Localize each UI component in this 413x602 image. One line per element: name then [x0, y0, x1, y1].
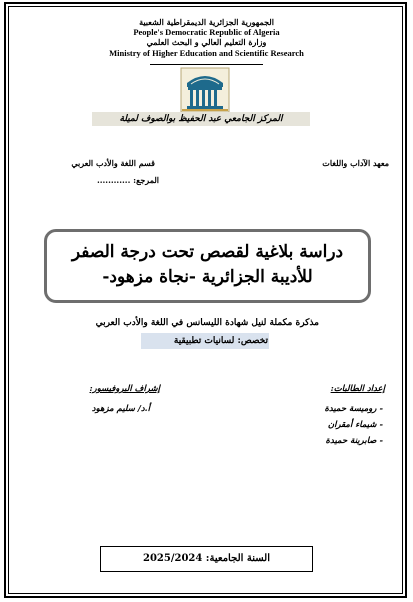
prepared-by-label: إعداد الطالبات:	[330, 384, 385, 394]
republic-arabic: الجمهورية الجزائرية الديمقراطية الشعبية	[139, 17, 274, 27]
university-center-name: المركز الجامعي عبد الحفيظ بوالصوف لميلة	[92, 112, 310, 126]
student-name: - صابرينة حميدة	[325, 436, 383, 446]
ministry-arabic: وزارة التعليم العالي و البحث العلمي	[146, 37, 267, 47]
student-name: - شيماء أمقران	[327, 420, 383, 430]
specialization: تخصص: لسانيات تطبيقية	[173, 336, 268, 346]
header-divider	[150, 64, 263, 65]
academic-year: السنة الجامعية: 2025/2024	[100, 546, 313, 572]
republic-english: People's Democratic Republic of Algeria	[133, 27, 280, 37]
department-name: قسم اللغة والأدب العربي	[71, 158, 155, 168]
thesis-title-box	[44, 229, 371, 303]
thesis-title-line1: دراسة بلاغية لقصص تحت درجة الصفر	[71, 242, 344, 262]
memo-description: مذكرة مكملة لنيل شهادة الليسانس في اللغة والأدب العربي	[95, 318, 319, 328]
ministry-english: Ministry of Higher Education and Scientific Research	[109, 48, 304, 58]
supervisor-label: إشراف البروفيسور:	[89, 384, 160, 394]
student-name: - روميسة حميدة	[324, 404, 383, 414]
supervisor-name: أ.د/ سليم مزهود	[91, 404, 150, 414]
university-logo	[179, 67, 231, 113]
reference-field: المرجع: ............	[96, 175, 159, 185]
thesis-title-line2: للأديبة الجزائرية -نجاة مزهود-	[102, 267, 313, 287]
institute-name: معهد الآداب واللغات	[322, 158, 389, 168]
